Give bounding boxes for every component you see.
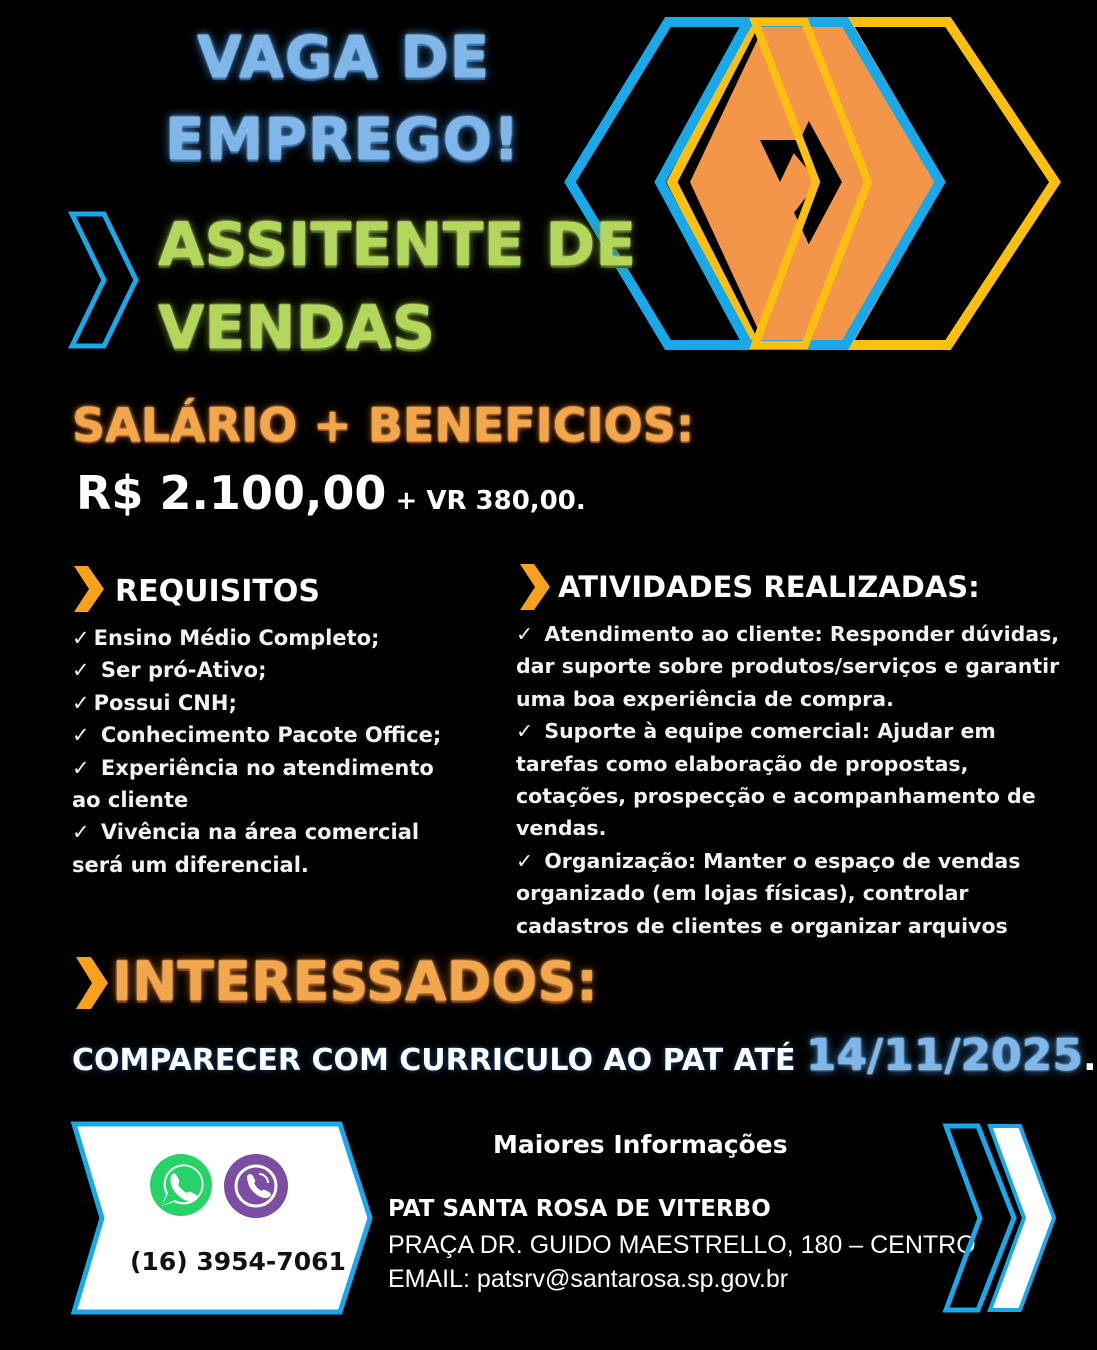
title-line-1: VAGA DE bbox=[197, 23, 491, 91]
salary-value bbox=[76, 466, 586, 520]
double-chevron-icon bbox=[940, 1118, 1060, 1318]
list-item: ✓ Experiência no atendimento ao cliente bbox=[72, 755, 434, 813]
check-icon: ✓ bbox=[72, 723, 90, 748]
whatsapp-icon bbox=[148, 1152, 214, 1218]
cta-text: COMPARECER COM CURRICULO AO PAT ATÉ bbox=[72, 1043, 806, 1078]
salary-title: SALÁRIO + BENEFICIOS: bbox=[72, 398, 695, 452]
org-name: PAT SANTA ROSA DE VITERBO bbox=[388, 1196, 771, 1222]
list-item: ✓ Ensino Médio Completo; bbox=[72, 626, 380, 650]
hexagon-logo-icon bbox=[555, 10, 1075, 360]
check-icon: ✓ bbox=[516, 848, 534, 873]
viber-icon bbox=[222, 1152, 290, 1220]
check-icon: ✓ bbox=[72, 820, 90, 845]
orange-chevron-icon bbox=[518, 562, 552, 612]
title-line-2: EMPREGO! bbox=[165, 105, 521, 173]
list-item: ✓ Vivência na área comercial será um diferencial. bbox=[72, 820, 420, 877]
salary-extra: + VR 380,00. bbox=[386, 486, 586, 516]
check-icon: ✓ bbox=[516, 719, 534, 744]
check-icon: ✓ bbox=[72, 690, 90, 715]
salary-amount: R$ 2.100,00 bbox=[76, 466, 387, 520]
activities-list bbox=[516, 618, 1066, 942]
job-title-line-1: ASSITENTE DE bbox=[158, 210, 637, 280]
check-icon: ✓ bbox=[72, 658, 90, 683]
list-item: ✓ Organização: Manter o espaço de vendas organizado (em lojas físicas), controlar cadastros de clientes e organizar arquivos bbox=[516, 848, 1021, 938]
list-item: ✓ Conhecimento Pacote Office; bbox=[72, 723, 442, 748]
list-item: ✓ Atendimento ao cliente: Responder dúvidas, dar suporte sobre produtos/serviços e garantir uma boa experiência de compra. bbox=[516, 622, 1060, 711]
orange-chevron-icon bbox=[74, 955, 110, 1011]
more-info-label: Maiores Informações bbox=[493, 1130, 788, 1159]
call-to-action bbox=[72, 1030, 1097, 1081]
blue-chevron-icon bbox=[68, 210, 142, 350]
check-icon: ✓ bbox=[72, 626, 90, 650]
list-item: ✓ Suporte à equipe comercial: Ajudar em tarefas como elaboração de propostas, cotações, prospecção e acompanhamento de vendas. bbox=[516, 719, 1036, 841]
activities-title: ATIVIDADES REALIZADAS: bbox=[558, 570, 980, 604]
address: PRAÇA DR. GUIDO MAESTRELLO, 180 – CENTRO bbox=[388, 1231, 976, 1259]
list-item: ✓ Ser pró-Ativo; bbox=[72, 658, 267, 683]
orange-chevron-icon bbox=[72, 564, 106, 614]
list-item: ✓ Possui CNH; bbox=[72, 690, 237, 715]
email-link[interactable]: EMAIL: patsrv@santarosa.sp.gov.br bbox=[388, 1265, 789, 1293]
cta-end: . bbox=[1082, 1038, 1097, 1079]
check-icon: ✓ bbox=[72, 755, 90, 780]
deadline-date: 14/11/2025 bbox=[805, 1030, 1083, 1081]
phone-number[interactable]: (16) 3954-7061 bbox=[130, 1247, 346, 1276]
requirements-title: REQUISITOS bbox=[115, 574, 320, 609]
job-title-line-2: VENDAS bbox=[158, 293, 436, 363]
requirements-list bbox=[72, 622, 462, 881]
interested-title: INTERESSADOS: bbox=[112, 950, 598, 1013]
check-icon: ✓ bbox=[516, 622, 534, 646]
